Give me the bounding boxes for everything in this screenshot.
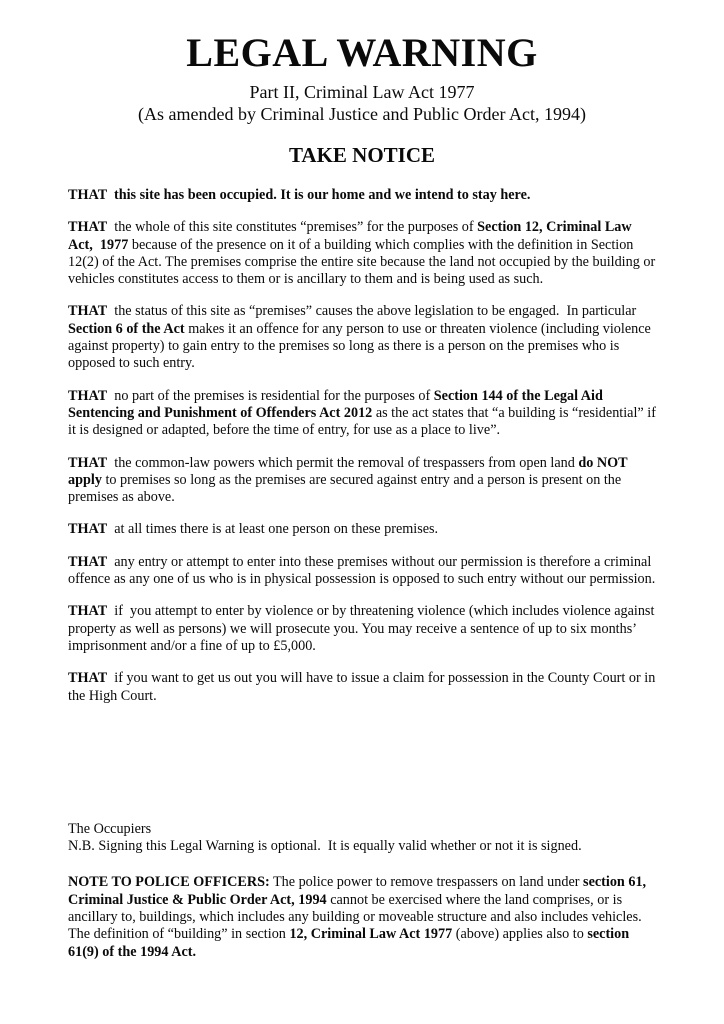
bold-text-run: do NOT apply <box>68 454 631 488</box>
document-title: LEGAL WARNING <box>186 30 538 75</box>
notice-paragraph-3 <box>68 303 656 372</box>
text-run: cannot be exercised where the land comprises, or is ancillary to, buildings, which includes any building or moveable structure and also includes vehicles. The definition of “building” in section <box>68 891 645 943</box>
text-run: the whole of this site constitutes “premises” for the purposes of <box>107 219 478 236</box>
bold-text-run: THAT <box>68 521 108 538</box>
notice-paragraph-5 <box>68 455 656 507</box>
notice-paragraph-1 <box>68 187 656 204</box>
bold-text-run: section 61, Criminal Justice & Public Order Act, 1994 <box>68 874 650 908</box>
text-run: the status of this site as “premises” causes the above legislation to be engaged. In particular <box>107 303 640 320</box>
document-subtitle-line2: (As amended by Criminal Justice and Public Order Act, 1994) <box>138 104 586 124</box>
notice-body <box>68 187 660 961</box>
notice-paragraph-7 <box>68 554 656 589</box>
text-run: the common-law powers which permit the removal of trespassers from open land <box>107 454 579 471</box>
notice-paragraph-4 <box>68 387 660 440</box>
notice-paragraph-8 <box>68 603 656 655</box>
document-header <box>0 30 724 168</box>
bold-text-run: THAT <box>68 454 108 471</box>
notice-paragraph-9 <box>68 670 659 705</box>
bold-text-run: THAT <box>68 387 108 404</box>
text-run: any entry or attempt to enter into these premises without our permission is therefore a criminal offence as any one of us who is in physical possession is opposed to such entry without our permission. <box>68 553 656 588</box>
text-run: at all times there is at least one person on these premises. <box>107 521 439 538</box>
bold-text-run: THAT <box>68 303 108 320</box>
bold-text-run: THAT <box>68 603 108 620</box>
notice-paragraph-6 <box>68 521 656 538</box>
bold-text-run: NOTE TO POLICE OFFICERS: <box>68 874 270 891</box>
text-run: The police power to remove trespassers on land under <box>269 874 584 891</box>
bold-text-run: section 61(9) of the 1994 Act. <box>68 926 633 960</box>
document-subtitle-line1: Part II, Criminal Law Act 1977 <box>249 82 475 102</box>
bold-text-run: Section 12, Criminal Law Act, 1977 <box>68 219 635 253</box>
text-run: as the act states that “a building is “residential” if it is designed or adapted, before the time of entry, for use as a place to live”. <box>68 404 660 439</box>
signature-block <box>68 821 656 856</box>
text-run: if you attempt to enter by violence or by threatening violence (which includes violence against property as well as persons) we will prosecute you. You may receive a sentence of up to six months’ imprisonment and/or a fine of up to £5,000. <box>68 603 658 654</box>
bold-text-run: THAT this site has been occupied. It is our home and we intend to stay here. <box>68 187 531 203</box>
notice-paragraph-2 <box>68 219 659 288</box>
bold-text-run: THAT <box>68 219 108 236</box>
text-run: no part of the premises is residential for the purposes of <box>107 387 434 404</box>
nb-signing-line: N.B. Signing this Legal Warning is optional. It is equally valid whether or not it is signed. <box>68 838 582 855</box>
text-run: if you want to get us out you will have to issue a claim for possession in the County Court or in the High Court. <box>68 670 659 704</box>
text-run: makes it an offence for any person to use or threaten violence (including violence against property) to gain entry to the premises so long as there is a person on the premises who is opposed to such entry. <box>68 320 655 372</box>
bold-text-run: THAT <box>68 553 108 570</box>
take-notice-heading: TAKE NOTICE <box>288 143 436 167</box>
bold-text-run: Section 144 of the Legal Aid Sentencing and Punishment of Offenders Act 2012 <box>68 387 607 421</box>
text-run: (above) applies also to <box>452 926 588 943</box>
bold-text-run: Section 6 of the Act <box>68 320 185 337</box>
text-run: because of the presence on it of a building which complies with the definition in Section 12(2) of the Act. The premises comprise the entire site because the land not occupied by the building or vehicles constitutes access to them or is ancillary to them and is being used as such. <box>68 236 659 288</box>
bold-text-run: THAT <box>68 670 108 687</box>
text-run: to premises so long as the premises are secured against entry and a person is present on the premises as above. <box>68 471 625 506</box>
occupiers-line: The Occupiers <box>68 820 152 837</box>
police-note-paragraph <box>68 874 656 960</box>
bold-text-run: 12, Criminal Law Act 1977 <box>289 926 453 943</box>
